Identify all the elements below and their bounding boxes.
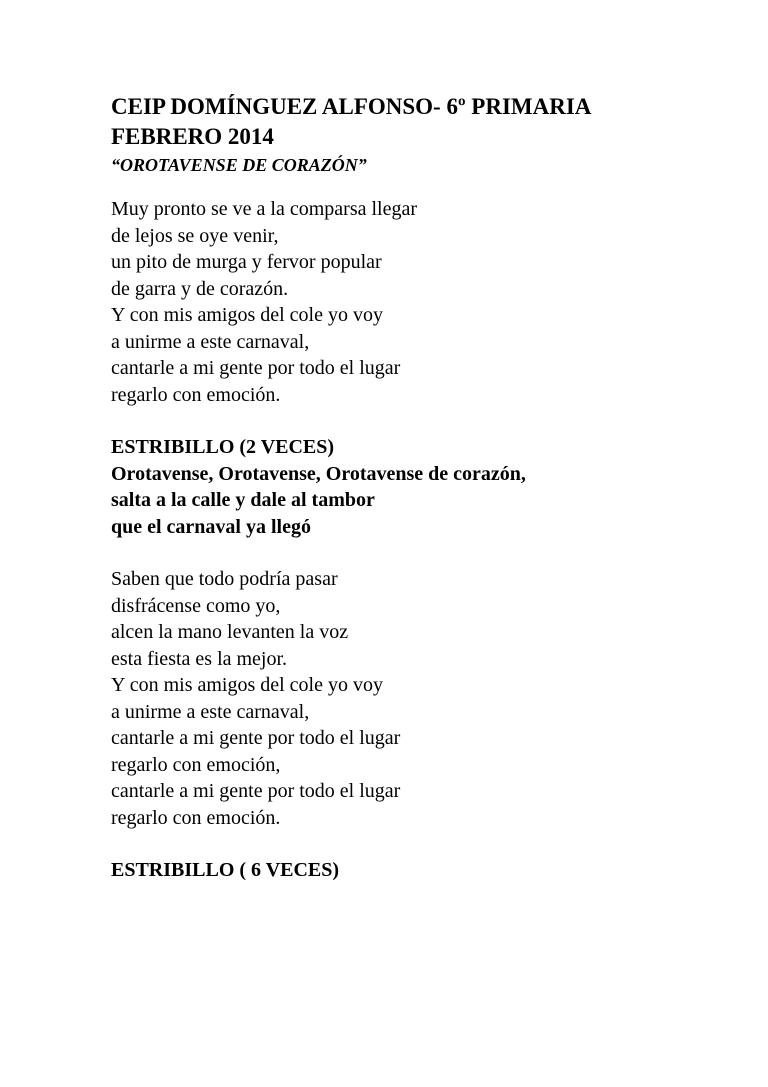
chorus-line: que el carnaval ya llegó: [111, 515, 311, 538]
school-heading: CEIP DOMÍNGUEZ ALFONSO- 6º PRIMARIA: [111, 94, 592, 119]
final-chorus: [111, 857, 731, 884]
verse-line: regarlo con emoción.: [111, 383, 281, 406]
verse-line: a unirme a este carnaval,: [111, 700, 310, 723]
verse-line: Y con mis amigos del cole yo voy: [111, 304, 383, 326]
final-chorus-heading: ESTRIBILLO ( 6 VECES): [111, 859, 340, 881]
song-title: “OROTAVENSE DE CORAZÓN”: [111, 155, 367, 175]
verse-line: Y con mis amigos del cole yo voy: [111, 674, 383, 696]
verse-line: Muy pronto se ve a la comparsa llegar: [111, 198, 418, 220]
chorus: [111, 434, 731, 540]
verse-1: [111, 196, 731, 408]
chorus-line: Orotavense, Orotavense, Orotavense de corazón,: [111, 462, 526, 485]
verse-line: de garra y de corazón.: [111, 277, 289, 300]
chorus-line: salta a la calle y dale al tambor: [111, 489, 375, 511]
verse-line: Saben que todo podría pasar: [111, 568, 338, 590]
verse-line: disfrácense como yo,: [111, 594, 281, 617]
verse-line: un pito de murga y fervor popular: [111, 251, 382, 273]
chorus-heading: ESTRIBILLO (2 VECES): [111, 436, 335, 458]
verse-line: cantarle a mi gente por todo el lugar: [111, 780, 401, 802]
verse-line: esta fiesta es la mejor.: [111, 647, 288, 670]
document-page: [111, 92, 731, 884]
verse-line: cantarle a mi gente por todo el lugar: [111, 357, 401, 379]
verse-line: alcen la mano levanten la voz: [111, 621, 349, 643]
date-heading: FEBRERO 2014: [111, 124, 274, 149]
verse-2: [111, 566, 731, 831]
verse-line: a unirme a este carnaval,: [111, 330, 310, 353]
verse-line: de lejos se oye venir,: [111, 224, 279, 247]
verse-line: regarlo con emoción,: [111, 753, 281, 776]
verse-line: cantarle a mi gente por todo el lugar: [111, 727, 401, 749]
verse-line: regarlo con emoción.: [111, 806, 281, 829]
